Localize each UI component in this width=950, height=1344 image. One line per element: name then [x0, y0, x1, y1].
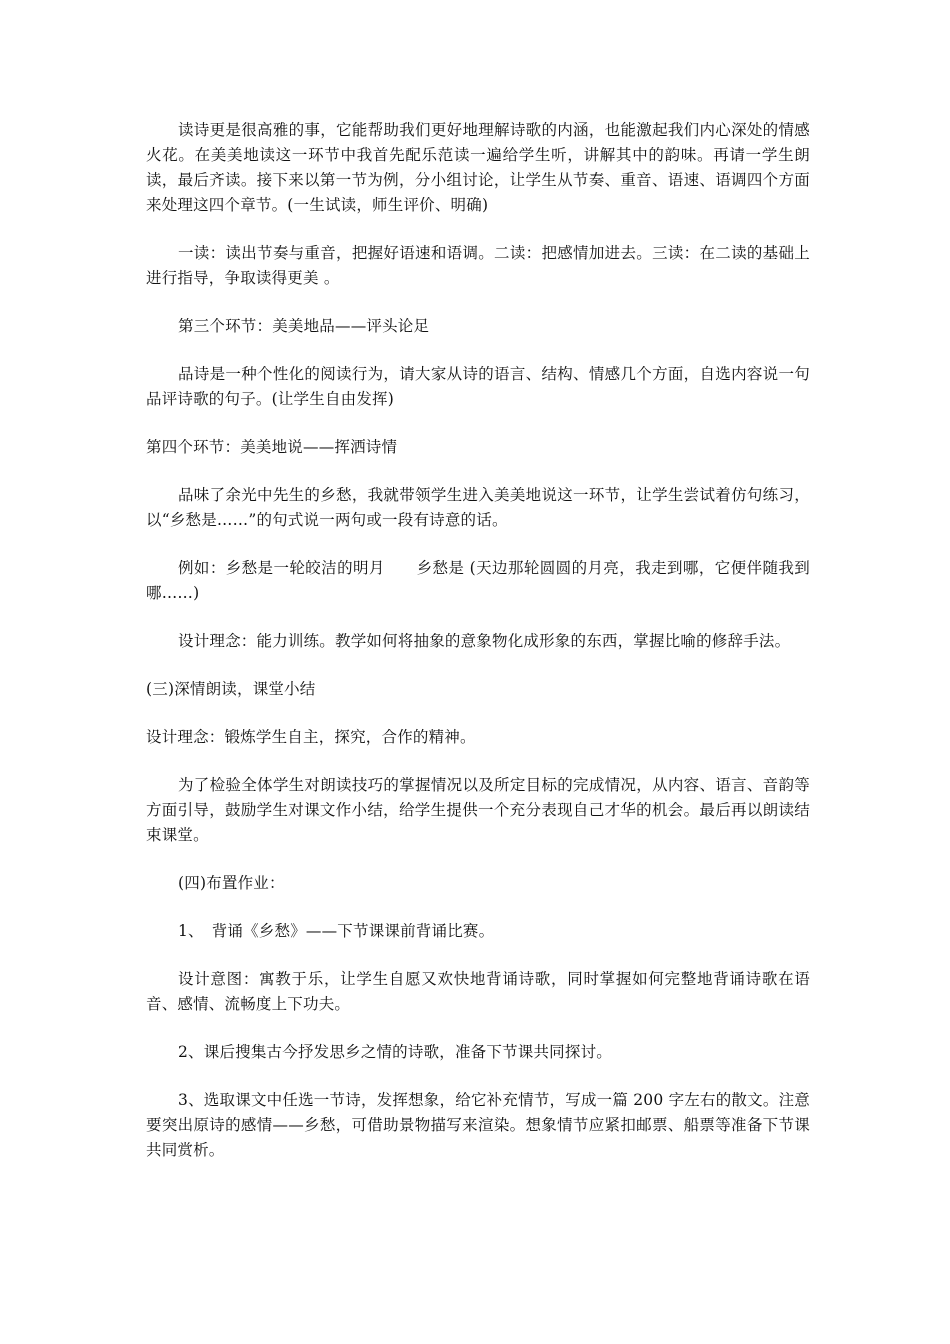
paragraph-design-intent: 设计意图：寓教于乐，让学生自愿又欢快地背诵诗歌，同时掌握如何完整地背诵诗歌在语音、感情、流畅度上下功夫。 [146, 970, 810, 1013]
section-heading-homework: (四)布置作业： [178, 874, 285, 892]
paragraph-imitation-practice: 品味了余光中先生的乡愁，我就带领学生进入美美地说这一环节，让学生尝试着仿句练习，以“乡愁是……”的句式说一两句或一段有诗意的话。 [146, 486, 810, 529]
paragraph-three-readings: 一读：读出节奏与重音，把握好语速和语调。二读：把感情加进去。三读：在二读的基础上进行指导，争取读得更美 。 [146, 244, 810, 287]
homework-item-2: 2、课后搜集古今抒发思乡之情的诗歌，准备下节课共同探讨。 [178, 1043, 612, 1061]
paragraph-design-concept-cooperation: 设计理念：锻炼学生自主，探究，合作的精神。 [146, 728, 476, 746]
section-heading-third-step: 第三个环节：美美地品——评头论足 [178, 317, 430, 335]
homework-item-3: 3、选取课文中任选一节诗，发挥想象，给它补充情节，写成一篇 200 字左右的散文。注意要突出原诗的感情——乡愁，可借助景物描写来渲染。想象情节应紧扣邮票、船票等准备下节课共同赏析。 [146, 1091, 810, 1159]
paragraph-summary-detail: 为了检验全体学生对朗读技巧的掌握情况以及所定目标的完成情况，从内容、语言、音韵等方面引导，鼓励学生对课文作小结，给学生提供一个充分表现自己才华的机会。最后再以朗读结束课堂。 [146, 776, 810, 844]
homework-item-1: 1、 背诵《乡愁》——下节课课前背诵比赛。 [178, 922, 495, 940]
section-heading-fourth-step: 第四个环节：美美地说——挥洒诗情 [146, 438, 398, 456]
document-page [146, 118, 810, 1186]
paragraph-design-concept-ability: 设计理念：能力训练。教学如何将抽象的意象物化成形象的东西，掌握比喻的修辞手法。 [178, 632, 791, 650]
section-heading-summary: (三)深情朗读，课堂小结 [146, 680, 316, 698]
paragraph-example: 例如：乡愁是一轮皎洁的明月 乡愁是 (天边那轮圆圆的月亮，我走到哪，它便伴随我到哪……) [146, 559, 810, 602]
paragraph-appreciation: 品诗是一种个性化的阅读行为，请大家从诗的语言、结构、情感几个方面，自选内容说一句品评诗歌的句子。(让学生自由发挥) [146, 365, 810, 408]
paragraph-reading-intro: 读诗更是很高雅的事，它能帮助我们更好地理解诗歌的内涵，也能激起我们内心深处的情感火花。在美美地读这一环节中我首先配乐范读一遍给学生听，讲解其中的韵味。再请一学生朗读，最后齐读。接下来以第一节为例，分小组讨论，让学生从节奏、重音、语速、语调四个方面来处理这四个章节。(一生试读，师生评价、明确) [146, 121, 810, 214]
